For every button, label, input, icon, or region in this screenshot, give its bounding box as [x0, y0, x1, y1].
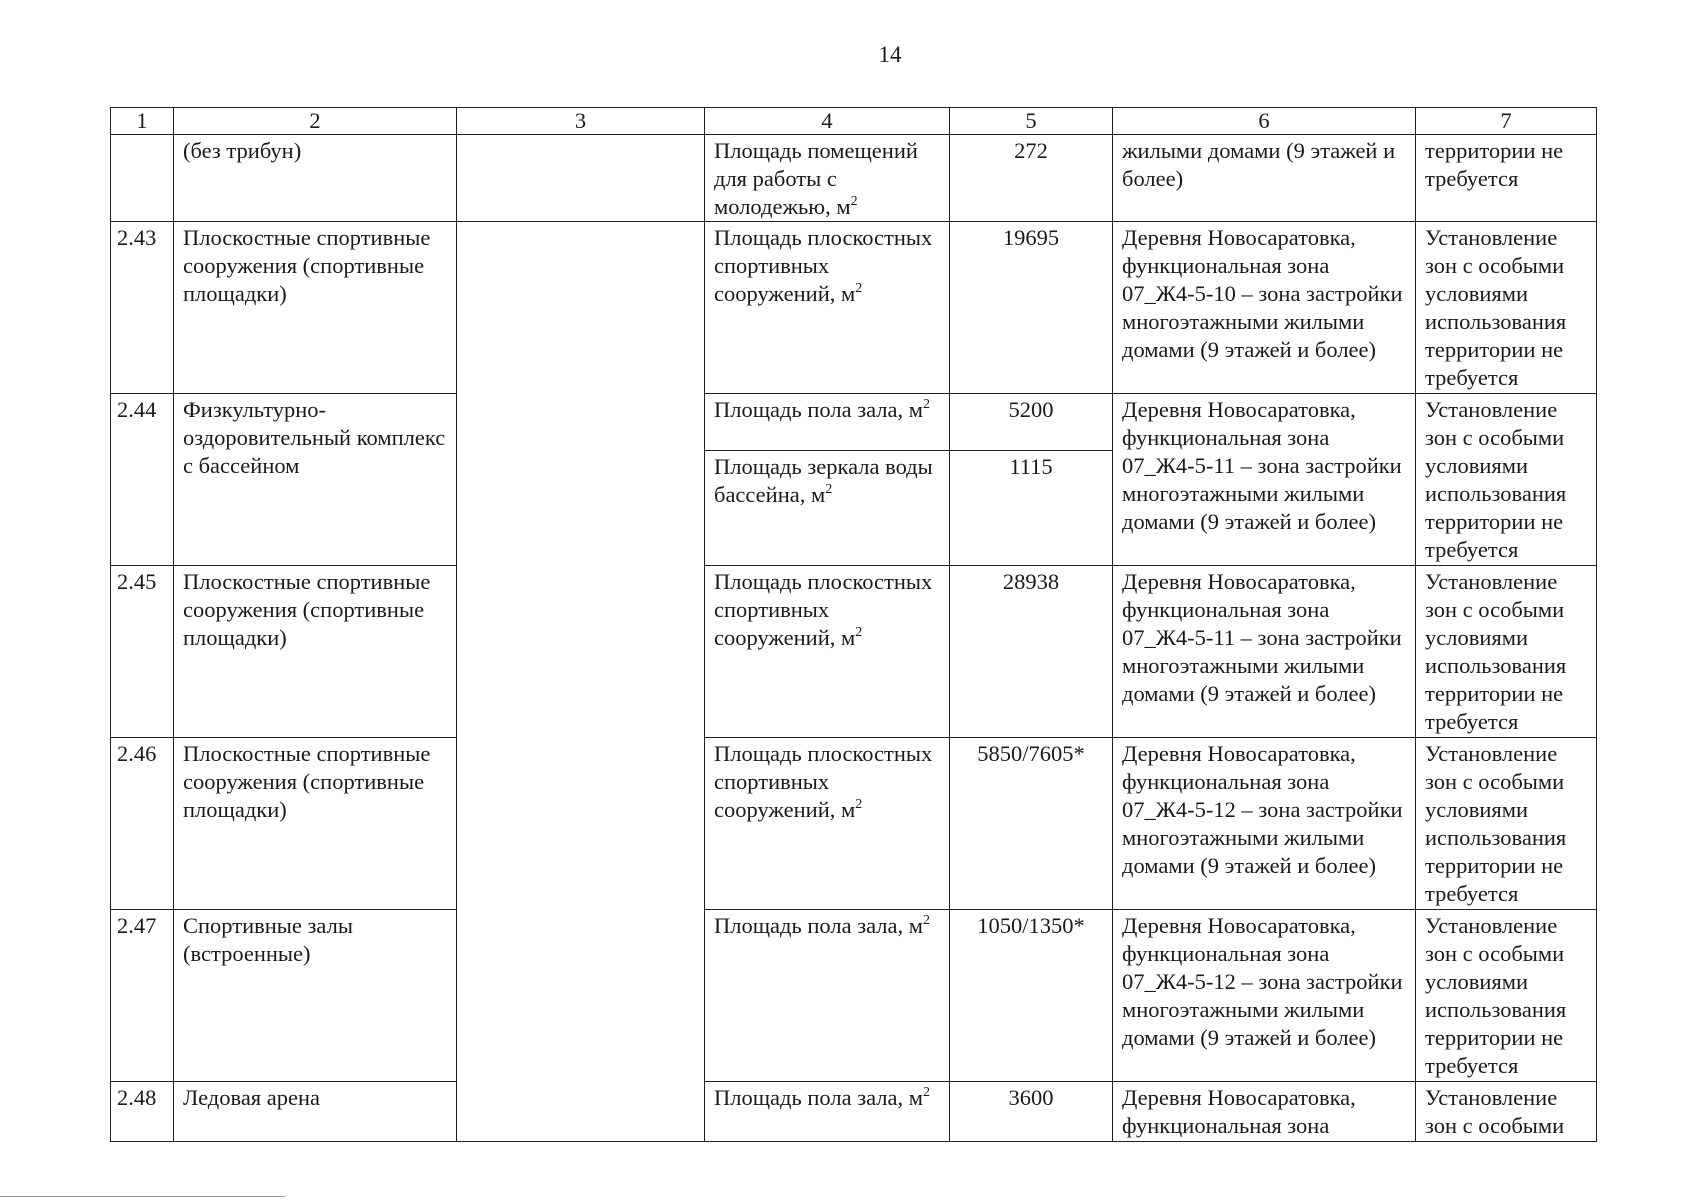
- table-row: [111, 1082, 1597, 1142]
- table-row: [111, 135, 1597, 222]
- parameter-label: Площадь зеркала воды бассейна, $м^2$: [705, 451, 950, 566]
- table-row: [111, 566, 1597, 738]
- parameter-label: Площадь пола зала, $м^2$: [705, 1082, 950, 1142]
- parameter-label: Площадь пола зала, $м^2$: [705, 910, 950, 1082]
- location-cell: Деревня Новосаратовка, функциональная зона 07_Ж4-5-12 – зона застройки многоэтажными жилыми домами (9 этажей и более): [1113, 910, 1416, 1082]
- zones-cell: Установление зон с особыми: [1416, 1082, 1597, 1142]
- table-row: [111, 394, 1597, 451]
- object-name: Ледовая арена: [174, 1082, 457, 1142]
- zones-cell: территории не требуется: [1416, 135, 1597, 222]
- row-number: 2.44: [111, 394, 174, 566]
- row-number: 2.43: [111, 222, 174, 394]
- parameter-label: Площадь плоскостных спортивных сооружений, $м^2$: [705, 738, 950, 910]
- header-row: [111, 108, 1597, 135]
- column-header: 6: [1113, 108, 1416, 135]
- column-header: 2: [174, 108, 457, 135]
- parameter-value: 1115: [950, 451, 1113, 566]
- parameter-value: 5850/7605*: [950, 738, 1113, 910]
- table-row: [111, 738, 1597, 910]
- object-name: Спортивные залы (встроенные): [174, 910, 457, 1082]
- parameter-value: 1050/1350*: [950, 910, 1113, 1082]
- column-header: 3: [457, 108, 705, 135]
- empty-cell: [457, 222, 705, 1142]
- column-header: 1: [111, 108, 174, 135]
- zones-cell: Установление зон с особыми условиями использования территории не требуется: [1416, 222, 1597, 394]
- table-row: [111, 910, 1597, 1082]
- parameter-value: 28938: [950, 566, 1113, 738]
- parameter-label: Площадь плоскостных спортивных сооружений, $м^2$: [705, 566, 950, 738]
- page-number: 14: [878, 42, 902, 67]
- zones-cell: Установление зон с особыми условиями использования территории не требуется: [1416, 910, 1597, 1082]
- object-name: Физкультурно-оздоровительный комплекс с бассейном: [174, 394, 457, 566]
- parameter-label: Площадь помещений для работы с молодежью, $м^2$: [705, 135, 950, 222]
- zones-cell: Установление зон с особыми условиями использования территории не требуется: [1416, 394, 1597, 566]
- column-header: 4: [705, 108, 950, 135]
- parameter-value: 3600: [950, 1082, 1113, 1142]
- column-header: 5: [950, 108, 1113, 135]
- row-number: [111, 135, 174, 222]
- location-cell: Деревня Новосаратовка, функциональная зона 07_Ж4-5-11 – зона застройки многоэтажными жилыми домами (9 этажей и более): [1113, 394, 1416, 566]
- zones-cell: Установление зон с особыми условиями использования территории не требуется: [1416, 738, 1597, 910]
- object-name: (без трибун): [174, 135, 457, 222]
- location-cell: Деревня Новосаратовка, функциональная зона 07_Ж4-5-10 – зона застройки многоэтажными жилыми домами (9 этажей и более): [1113, 222, 1416, 394]
- column-header: 7: [1416, 108, 1597, 135]
- row-number: 2.47: [111, 910, 174, 1082]
- parameter-label: Площадь пола зала, $м^2$: [705, 394, 950, 451]
- row-number: 2.46: [111, 738, 174, 910]
- row-number: 2.48: [111, 1082, 174, 1142]
- parameter-value: 272: [950, 135, 1113, 222]
- parameter-value: 19695: [950, 222, 1113, 394]
- footer-rule: [0, 1196, 285, 1197]
- location-cell: Деревня Новосаратовка, функциональная зона: [1113, 1082, 1416, 1142]
- object-name: Плоскостные спортивные сооружения (спортивные площадки): [174, 738, 457, 910]
- location-cell: Деревня Новосаратовка, функциональная зона 07_Ж4-5-12 – зона застройки многоэтажными жилыми домами (9 этажей и более): [1113, 738, 1416, 910]
- zones-cell: Установление зон с особыми условиями использования территории не требуется: [1416, 566, 1597, 738]
- object-name: Плоскостные спортивные сооружения (спортивные площадки): [174, 222, 457, 394]
- parameter-label: Площадь плоскостных спортивных сооружений, $м^2$: [705, 222, 950, 394]
- planning-table: [110, 107, 1597, 1142]
- location-cell: жилыми домами (9 этажей и более): [1113, 135, 1416, 222]
- row-number: 2.45: [111, 566, 174, 738]
- empty-cell: [457, 135, 705, 222]
- object-name: Плоскостные спортивные сооружения (спортивные площадки): [174, 566, 457, 738]
- parameter-value: 5200: [950, 394, 1113, 451]
- location-cell: Деревня Новосаратовка, функциональная зона 07_Ж4-5-11 – зона застройки многоэтажными жилыми домами (9 этажей и более): [1113, 566, 1416, 738]
- table-row: [111, 222, 1597, 394]
